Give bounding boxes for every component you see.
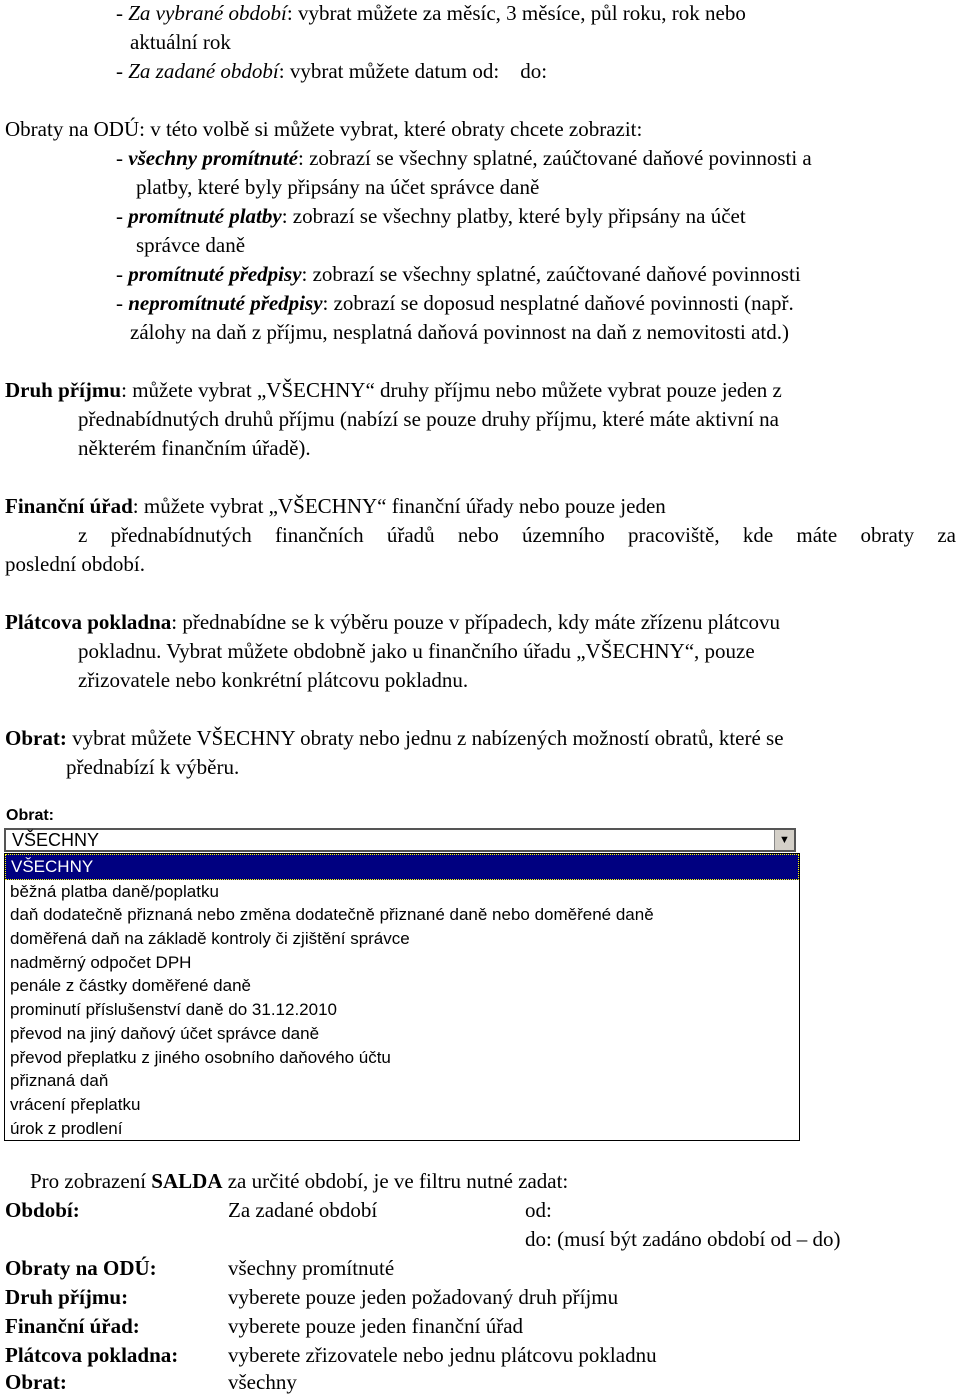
- obrat-cont: přednabízí k výběru.: [66, 755, 240, 779]
- saldo-label-obraty: Obraty na ODÚ:: [5, 1256, 157, 1280]
- obrat-option[interactable]: běžná platba daně/poplatku: [10, 881, 219, 901]
- obrat-options-list: [4, 853, 800, 1141]
- saldo-value-pp: vyberete zřizovatele nebo jednu plátcovu pokladnu: [228, 1343, 657, 1367]
- platcova-pokladna-cont-1: pokladnu. Vybrat můžete obdobně jako u finančního úřadu „VŠECHNY“, pouze: [78, 639, 755, 663]
- obraty-option-4: - nepromítnuté předpisy: zobrazí se doposud nesplatné daňové povinnosti (např.: [116, 291, 794, 315]
- saldo-label-pp: Plátcova pokladna:: [5, 1343, 179, 1367]
- obrat-option[interactable]: vrácení přeplatku: [10, 1094, 141, 1114]
- saldo-value-fu: vyberete pouze jeden finanční úřad: [228, 1314, 524, 1338]
- obrat-option[interactable]: převod na jiný daňový účet správce daně: [10, 1023, 320, 1043]
- obraty-option-2: - promítnuté platby: zobrazí se všechny platby, které byly připsány na účet: [116, 204, 746, 228]
- obraty-intro: Obraty na ODÚ: v této volbě si můžete vybrat, které obraty chcete zobrazit:: [5, 117, 643, 141]
- saldo-label-obdobi: Období:: [5, 1198, 80, 1222]
- saldo-label-fu: Finanční úřad:: [5, 1314, 140, 1338]
- period-selected-line: - Za vybrané období: vybrat můžete za měsíc, 3 měsíce, půl roku, rok nebo: [116, 1, 746, 25]
- obrat-option[interactable]: přiznaná daň: [10, 1071, 109, 1091]
- obrat-option[interactable]: doměřená daň na základě kontroly či zjištění správce: [10, 929, 410, 949]
- druh-prijmu-cont-1: přednabídnutých druhů příjmu (nabízí se pouze druhy příjmu, které máte aktivní na: [78, 407, 779, 431]
- obrat-option[interactable]: úrok z prodlení: [10, 1118, 123, 1138]
- platcova-pokladna-para: Plátcova pokladna: přednabídne se k výběru pouze v případech, kdy máte zřízenu plátcovu: [5, 610, 781, 634]
- obraty-option-1: - všechny promítnuté: zobrazí se všechny splatné, zaúčtované daňové povinnosti a: [116, 146, 812, 170]
- obraty-option-3: - promítnuté předpisy: zobrazí se všechny splatné, zaúčtované daňové povinnosti: [116, 262, 801, 286]
- saldo-do: do: (musí být zadáno období od – do): [525, 1227, 841, 1251]
- obraty-option-4-cont: zálohy na daň z příjmu, nesplatná daňová povinnost na daň z nemovitosti atd.): [130, 320, 789, 344]
- saldo-od: od:: [525, 1198, 552, 1222]
- obrat-option[interactable]: penále z částky doměřené daně: [10, 976, 251, 996]
- druh-prijmu-cont-2: některém finančním úřadě).: [78, 436, 311, 460]
- obrat-select-value: VŠECHNY: [12, 830, 100, 850]
- financni-urad-para: Finanční úřad: můžete vybrat „VŠECHNY“ finanční úřady nebo pouze jeden: [5, 494, 666, 518]
- saldo-intro: Pro zobrazení SALDA za určité období, je ve filtru nutné zadat:: [30, 1169, 569, 1193]
- saldo-value-obdobi: Za zadané období: [228, 1198, 378, 1222]
- saldo-value-obrat: všechny: [228, 1370, 297, 1394]
- obrat-option[interactable]: nadměrný odpočet DPH: [10, 952, 192, 972]
- obrat-option[interactable]: VŠECHNY: [5, 854, 799, 880]
- obrat-select[interactable]: [4, 828, 796, 852]
- obrat-para: Obrat: vybrat můžete VŠECHNY obraty nebo jednu z nabízených možností obratů, které se: [5, 726, 784, 750]
- obrat-option[interactable]: daň dodatečně přiznaná nebo změna dodatečně přiznané daně nebo doměřené daně: [10, 905, 654, 925]
- financni-urad-cont-2: poslední období.: [5, 552, 145, 576]
- period-selected-cont: aktuální rok: [130, 30, 231, 54]
- saldo-label-obrat: Obrat:: [5, 1370, 67, 1394]
- saldo-label-druh: Druh příjmu:: [5, 1285, 129, 1309]
- period-custom-line: - Za zadané období: vybrat můžete datum od: do:: [116, 59, 548, 83]
- obrat-option[interactable]: převod přeplatku z jiného osobního daňového účtu: [10, 1047, 391, 1067]
- obraty-option-2-cont: správce daně: [136, 233, 246, 257]
- chevron-down-icon[interactable]: ▼: [774, 830, 794, 850]
- platcova-pokladna-cont-2: zřizovatele nebo konkrétní plátcovu pokladnu.: [78, 668, 469, 692]
- obrat-dropdown-label: Obrat:: [6, 807, 54, 824]
- obrat-option[interactable]: prominutí příslušenství daně do 31.12.2010: [10, 1000, 337, 1020]
- obrat-dropdown-widget: [4, 806, 802, 1141]
- financni-urad-cont-1: z přednabídnutých finančních úřadů nebo územního pracoviště, kde máte obraty za: [78, 523, 956, 547]
- saldo-value-druh: vyberete pouze jeden požadovaný druh příjmu: [228, 1285, 619, 1309]
- druh-prijmu-para: Druh příjmu: můžete vybrat „VŠECHNY“ druhy příjmu nebo můžete vybrat pouze jeden z: [5, 378, 782, 402]
- obraty-option-1-cont: platby, které byly připsány na účet správce daně: [136, 175, 540, 199]
- saldo-value-obraty: všechny promítnuté: [228, 1256, 395, 1280]
